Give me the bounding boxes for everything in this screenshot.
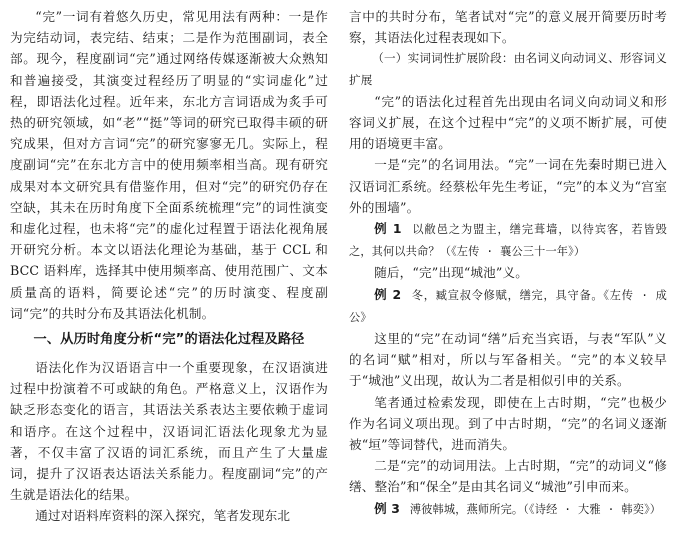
example-1 [349, 218, 667, 262]
example-3 [349, 498, 667, 520]
body-paragraph: “完”的语法化过程首先出现由名词义向动词义和形容词义扩展，在这个过程中“完”的义项不断扩展，可使用的语境更丰富。 [349, 93, 667, 152]
example-label: 例 2 [374, 286, 402, 302]
example-label: 例 1 [374, 221, 402, 237]
subsection-heading: （一）实词词性扩展阶段：由名词义向动词义、形容词义扩展 [349, 51, 667, 87]
section-heading: 一、从历时角度分析“完”的语法化过程及路径 [33, 332, 305, 348]
right-column [349, 6, 667, 520]
example-text: 冬，臧宣叔令修赋，缮完，具守备。《左传 · 成公》 [349, 288, 668, 324]
example-2 [349, 284, 667, 328]
body-paragraph: 语法化作为汉语语言中一个重要现象，在汉语演进过程中扮演着不可或缺的角色。严格意义上，汉语作为缺乏形态变化的语言，其语法关系表达主要依赖于虚词和语序。在这个过程中，汉语词汇语法化现象尤为显著，不仅丰富了汉语的词汇系统，而且产生了大量虚词，提升了汉语表达语法关系能力。程度副词“完”的产生就是语法化的结果。 [10, 360, 328, 503]
body-paragraph-continued: 言中的共时分布，笔者试对“完”的意义展开简要历时考察，其语法化过程表现如下。 [349, 9, 667, 46]
body-paragraph: 一是“完”的名词用法。“完”一词在先秦时期已进入汉语词汇系统。经蔡松年先生考证，“完”的本义为“宫室外的围墙”。 [349, 157, 667, 215]
body-paragraph: 通过对语料库资料的深入探究，笔者发现东北 [35, 508, 291, 524]
left-column [10, 6, 328, 527]
body-paragraph: 笔者通过检索发现，即使在上古时期，“完”也极少作为名词义项出现。到了中古时期，“完”的名词义逐渐被“垣”等词替代，进而消失。 [349, 394, 667, 453]
example-label: 例 3 [374, 500, 400, 516]
body-paragraph: 二是“完”的动词用法。上古时期，“完”的动词义“修缮、整治”和“保全”是由其名词义“城池”引申而来。 [349, 458, 667, 495]
body-paragraph: “完”一词有着悠久历史，常见用法有两种：一是作为完结动词，表完结、结束；二是作为范围副词，表全部。现今，程度副词“完”通过网络传媒逐渐被大众熟知和普遍接受，其演变过程经历了明显的“实词虚化”过程，即语法化过程。近年来，东北方言词语成为炙手可热的研究领域，如“老”“挺”等词的研究已取得丰硕的研究成果，但对方言词“完”的研究寥寥无几。实际上，程度副词“完”在东北方言中的使用频率相当高。现有研究成果对本文研究具有借鉴作用，但对“完”的研究仍存在空缺，其未在历时角度下全面系统梳理“完”的词性演变和虚化过程，也未将“完”的虚化过程置于语法化视角展开研究分析。本文以语法化理论为基础，基于 CCL 和 BCC 语料库，选择其中使用频率高、使用范围广、文本质量高的语料，简要论述“完”的历时演变、程度副词“完”的共时分布及其语法化机制。 [10, 9, 328, 321]
example-text: 溥彼韩城，燕师所完。（《诗经 · 大雅 · 韩奕》） [409, 502, 662, 516]
body-paragraph: 随后，“完”出现“城池”义。 [374, 265, 528, 281]
body-paragraph: 这里的“完”在动词“缮”后充当宾语，与表“军队”义的名词“赋”相对，所以与军备相关。“完”的本义较早于“城池”义出现，故认为二者是相似引申的关系。 [349, 331, 667, 389]
example-text: 以敝邑之为盟主，缮完葺墙，以待宾客，若皆毁之，其何以共命？（《左传 · 襄公三十一年》） [349, 223, 667, 259]
